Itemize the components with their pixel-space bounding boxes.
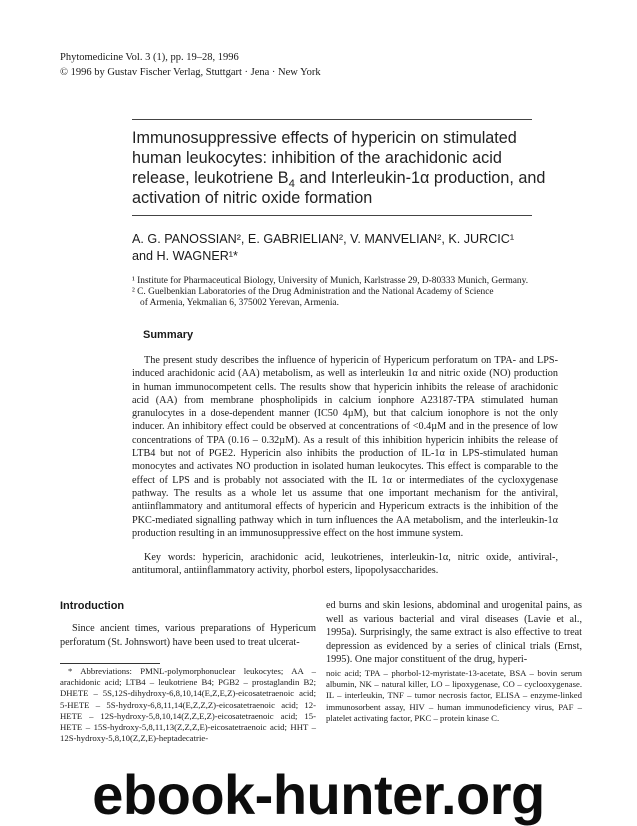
keywords: Key words: hypericin, arachidonic acid, leukotrienes, interleukin-1α, nitric oxide, antiviral-, antitumoral, antiinflammatory activity, phorbol esters, lipopolysaccharides.: [132, 552, 558, 577]
affiliation-2: ² C. Guelbenkian Laboratories of the Drug Administration and the National Academy of Science: [132, 287, 494, 298]
footnote-rule-left: [60, 663, 160, 664]
title-top-rule: [132, 119, 532, 120]
journal-copyright: © 1996 by Gustav Fischer Verlag, Stuttgart · Jena · New York: [60, 66, 321, 78]
intro-right-text: ed burns and skin lesions, abdominal and urogenital pains, as well as various bacterial and viral diseases (Lavie et al., 1995a). Surprisingly, the same extract is also effective to treat depression as evidenced by a series of clinical trials (Ernst, 1995). One major constituent of the drug, hyperi-: [326, 600, 582, 665]
title-line-3: release, leukotriene $B_4$ and Interleukin-1α production, and: [132, 169, 546, 191]
intro-left-text: Since ancient times, various preparations of Hypericum perforatum (St. Johnswort) have been used to treat ulcerat-: [60, 623, 316, 648]
watermark-text: ebook-hunter.org: [92, 763, 545, 826]
affiliations: [132, 276, 552, 310]
introduction-heading: Introduction: [60, 600, 125, 612]
title-line-4: activation of nitric oxide formation: [132, 189, 373, 207]
authors-line-2: and H. WAGNER¹*: [132, 249, 238, 263]
affiliation-1: ¹ Institute for Pharmaceutical Biology, University of Munich, Karlstrasse 29, D-80333 Munich, Germany.: [132, 276, 529, 286]
title-line-2: human leukocytes: inhibition of the arachidonic acid: [132, 149, 502, 167]
title-bottom-rule: [132, 215, 532, 216]
journal-citation: Phytomedicine Vol. 3 (1), pp. 19–28, 1996: [60, 52, 239, 63]
authors-line-1: A. G. PANOSSIAN², E. GABRIELIAN², V. MANVELIAN², K. JURCIC¹: [132, 232, 515, 246]
footnote-abbreviations: * Abbreviations: PMNL-polymorphonuclear leukocytes; AA – arachidonic acid; LTB4 – leukotriene B4; PGB2 – prostaglandin B2; DHETE – 5S,12S-dihydroxy-6,8,10,14(E,Z,E,Z)-eicosatetraenoic acid; 5-HETE – 5S-hydroxy-6,8,11,14(E,Z,Z,Z)-eicosatetraenoic acid; 12-HETE – 12S-hydroxy-5,8,10,14(Z,Z,E,Z)-eicosatetraenoic acid; 15-HETE – 15S-hydroxy-5,8,11,13(Z,Z,Z,E)-eicosatetraenoic acid; HHT – 12S-hydroxy-5,8,10(Z,Z,E)-heptadecatrie-: [60, 666, 316, 744]
footnote-abbreviations-cont: noic acid; TPA – phorbol-12-myristate-13-acetate, BSA – bovin serum albumin, NK – natural killer, LO – lipoxygenase, CO – cyclooxygenase. IL – interleukin, TNF – tumor necrosis factor, ELISA – enzyme-linked immunosorbent assay, HIV – human immunodeficiency virus, PAF – platelet activating factor, PKC – protein kinase C.: [326, 668, 582, 723]
summary-heading: Summary: [143, 329, 194, 341]
title-line-1: Immunosuppressive effects of hypericin on stimulated: [132, 129, 517, 147]
affiliation-2-cont: of Armenia, Yekmalian 6, 375002 Yerevan, Armenia.: [140, 298, 339, 309]
journal-header: [60, 51, 321, 80]
author-list: [132, 231, 552, 265]
summary-text: The present study describes the influence of hypericin of Hypericum perforatum on TPA- and LPS-induced arachidonic acid (AA) metabolism, as well as interleukin 1α and nitric oxide (NO) production in human immunocompetent cells. The results show that hypericin inhibits the release of arachidonic acid (AA) from membrane phospholipids in calcium ionphore A23187-TPA stimulated human granulocytes in a dose-dependent manner (IC50 4µM), but that calcium ionophore is not the only inducer. An inhibitory effect could be observed at concentrations of <0.4µM and in the presence of low concentrations of TPA (0.16 – 0.32µM). As a result of this inhibition hypericin inhibits the release of LTB4 but not of PGE2. Hypericin also inhibits the production of IL-1α in LPS-stimulated human monocytes and activates NO production in isolated human leukocytes. This effect is comparable to the effect of LPS and is probably not associated with the IL 1α or intermediates of the cycloxygenase pathway. The results as a whole let us assume that one important mechanism for the antiviral, antiinflammatory and antitumoral effects of hypericin and Hypericum extracts is the inhibition of the PKC-mediated signalling pathway which in turn influences the AA metabolism, and the interleukin-1α production resulting in an immunosuppressive effect on the host immune system.: [132, 355, 558, 539]
article-title: [132, 128, 552, 208]
